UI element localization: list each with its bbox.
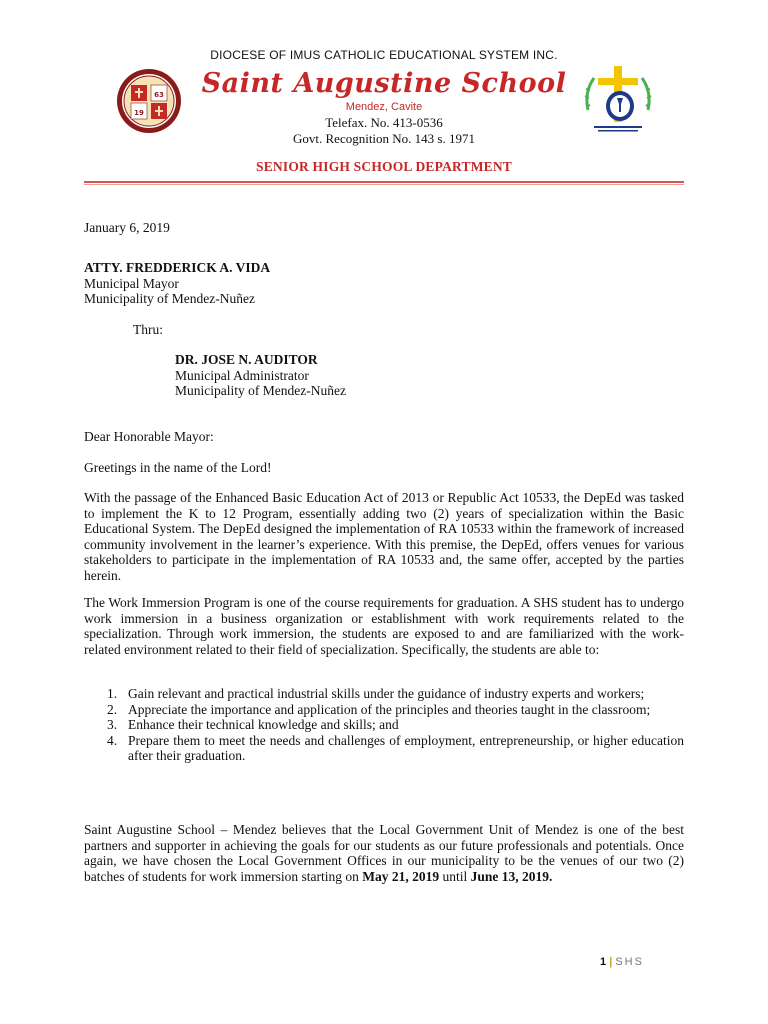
thru-label: Thru: <box>133 322 163 337</box>
school-location: Mendez, Cavite <box>345 101 423 113</box>
recipient-title: Municipal Mayor <box>84 275 179 291</box>
via-office: Municipality of Mendez-Nuñez <box>175 383 346 398</box>
list-item: 1. Gain relevant and practical industrial skills under the guidance of industry experts and workers; <box>107 686 645 701</box>
objectives-list <box>84 686 684 764</box>
letter-date: January 6, 2019 <box>84 220 170 235</box>
greeting: Greetings in the name of the Lord! <box>84 460 272 475</box>
svg-text:19: 19 <box>134 109 144 117</box>
list-item: 4. Prepare them to meet the needs and challenges of employment, entrepreneurship, or higher education after their graduation. <box>107 732 684 763</box>
recipient-address <box>84 260 270 307</box>
school-name: Saint Augustine School <box>201 68 567 99</box>
via-address <box>175 352 346 399</box>
paragraph-partnership: Saint Augustine School – Mendez believes that the Local Government Unit of Mendez is one of the best partners and supporter in achieving the goals for our students as our future professionals and potentials. Once again, we have chosen the Local Government Offices in our municipality to be the venues of our two (2) batches of students for work immersion starting on May 21, 2019 until June 13, 2019. <box>84 822 684 884</box>
telefax-number: Telefax. No. 413-0536 <box>325 115 443 130</box>
department-title: SENIOR HIGH SCHOOL DEPARTMENT <box>256 159 512 174</box>
start-date: May 21, 2019 <box>362 868 440 884</box>
salutation: Dear Honorable Mayor: <box>84 429 214 444</box>
footer-label: SHS <box>615 956 644 968</box>
diocese-header: DIOCESE OF IMUS CATHOLIC EDUCATIONAL SYSTEM INC. <box>210 48 558 62</box>
cross-emblem-icon <box>580 62 656 138</box>
via-title: Municipal Administrator <box>175 367 309 383</box>
end-date: June 13, 2019. <box>470 868 553 884</box>
via-name: DR. JOSE N. AUDITOR <box>175 352 318 367</box>
footer-separator: | <box>609 956 613 968</box>
list-item: 2. Appreciate the importance and application of the principles and theories taught in the classroom; <box>107 701 651 717</box>
header-divider-thin <box>84 184 684 185</box>
recipient-office: Municipality of Mendez-Nuñez <box>84 291 255 306</box>
page-footer <box>600 956 644 968</box>
header-divider <box>84 181 684 183</box>
list-item: 3. Enhance their technical knowledge and skills; and <box>107 717 399 732</box>
government-recognition: Govt. Recognition No. 143 s. 1971 <box>293 131 475 146</box>
paragraph-ra10533: With the passage of the Enhanced Basic Education Act of 2013 or Republic Act 10533, the DepEd was tasked to implement the K to 12 Program, essentially adding two (2) years of specialization within the Basic Educational System. The DepEd designed the implementation of RA 10533 within the framework of increased community involvement in the learner’s experience. With this premise, the DepEd, offers venues for various stakeholders to participate in the implementation of RA 10533 and, the same offer, accepted by the parties herein. <box>84 490 684 583</box>
recipient-name: ATTY. FREDDERICK A. VIDA <box>84 260 271 275</box>
paragraph-work-immersion: The Work Immersion Program is one of the course requirements for graduation. A SHS student has to undergo work immersion in a business organization or establishment with work requirements related to the specialization. Through work immersion, the students are exposed to and are familiarized with the work-related environment related to their field of specialization. Specifically, the students are able to: <box>84 595 684 657</box>
page-number: 1 <box>600 956 607 968</box>
svg-text:63: 63 <box>154 91 164 99</box>
